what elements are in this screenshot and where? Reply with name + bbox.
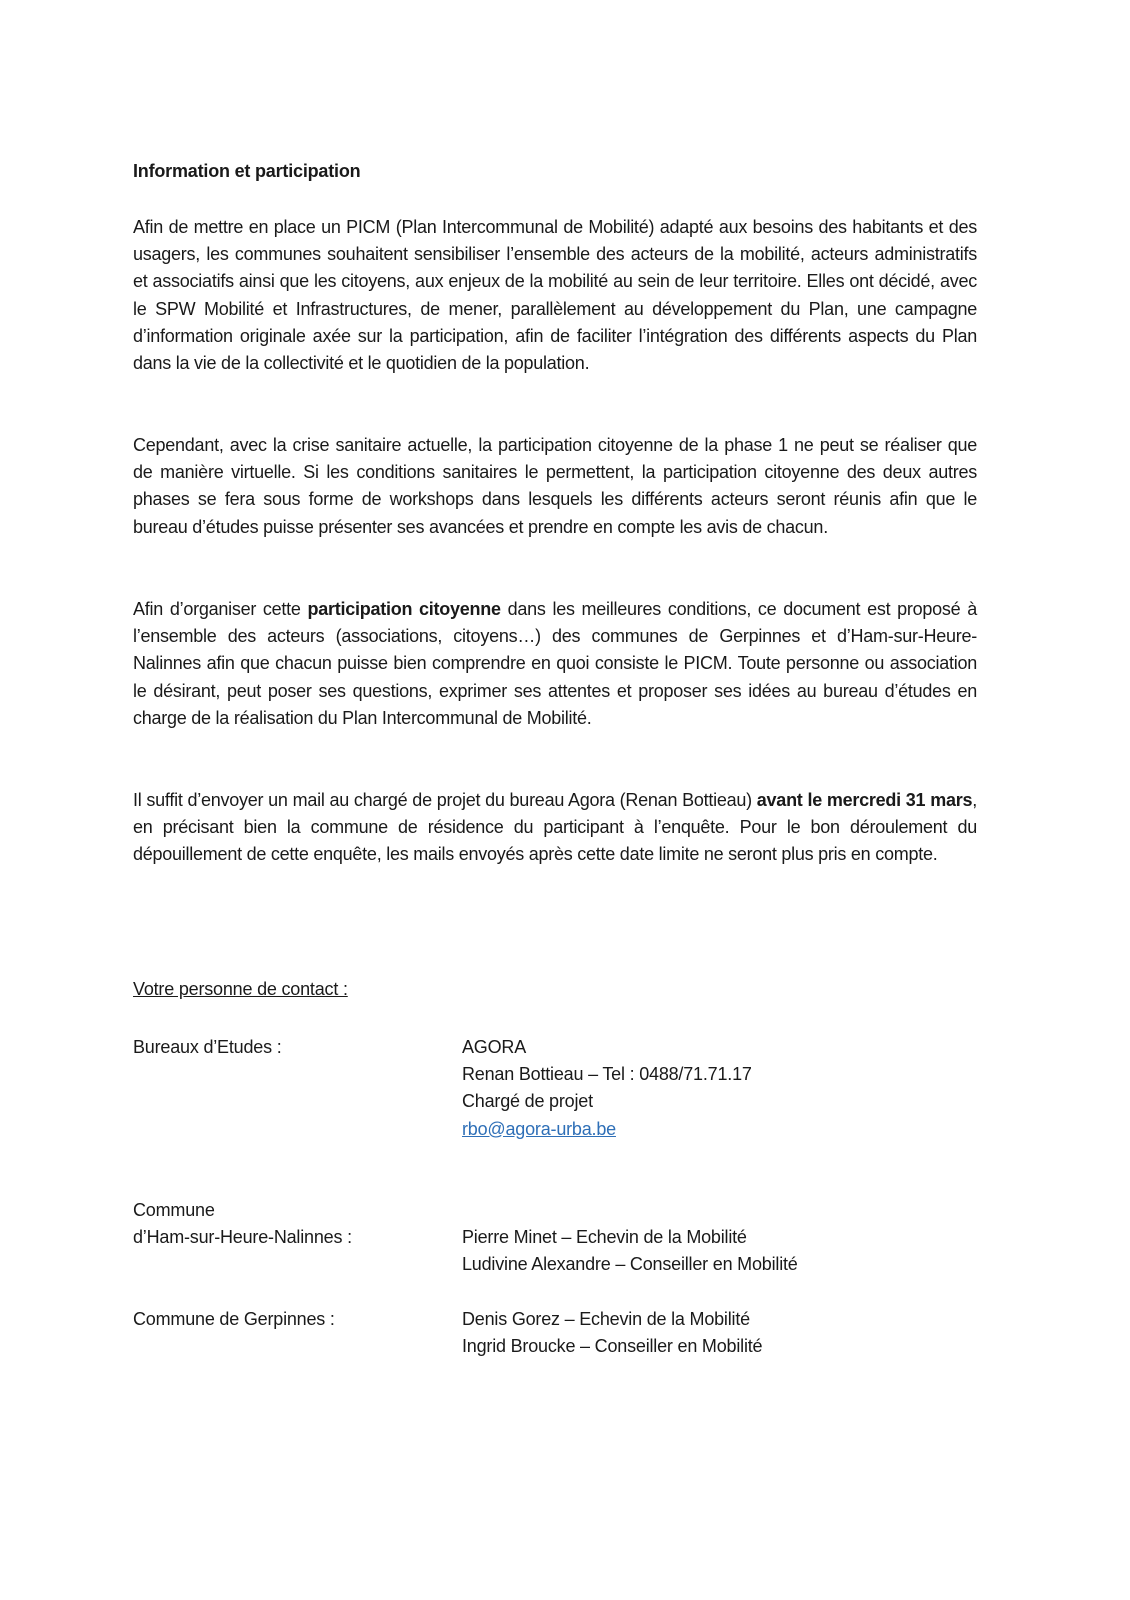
contact-email-link[interactable]: rbo@agora-urba.be [462, 1118, 616, 1139]
paragraph-organisation [133, 596, 977, 732]
contact-person: Ingrid Broucke – Conseiller en Mobilité [462, 1336, 763, 1357]
contact-title: Votre personne de contact : [133, 979, 348, 999]
contact-person: Ludivine Alexandre – Conseiller en Mobilité [462, 1254, 798, 1275]
contact-role: Chargé de projet [462, 1091, 593, 1112]
contact-label: Commune de Gerpinnes : [133, 1309, 335, 1329]
paragraph-text: , en précisant bien la commune de résidence du participant à l’enquête. Pour le bon déroulement du dépouillement de cette enquête, les mails envoyés après cette date limite ne seront plus pris en compte. [133, 790, 977, 865]
section-heading: Information et participation [133, 161, 361, 181]
paragraph-text: Afin d’organiser cette [133, 599, 308, 619]
contact-values [462, 1224, 982, 1278]
contact-values [462, 1306, 982, 1360]
contact-person: Denis Gorez – Echevin de la Mobilité [462, 1309, 750, 1329]
contact-label: Bureaux d’Etudes : [133, 1037, 282, 1057]
contact-label-line: Commune [133, 1200, 215, 1220]
paragraph-text: Il suffit d’envoyer un mail au chargé de projet du bureau Agora (Renan Bottieau) [133, 790, 757, 810]
contact-values [462, 1034, 982, 1143]
emphasis-participation: participation citoyenne [307, 599, 501, 619]
contact-label [133, 1197, 453, 1251]
paragraph-sanitary-crisis: Cependant, avec la crise sanitaire actuelle, la participation citoyenne de la phase 1 ne peut se réaliser que de manière virtuelle. Si les conditions sanitaires le permettent, la participation citoyenne des deux autres phases se fera sous forme de workshops dans lesquels les différents acteurs seront réunis afin que le bureau d’études puisse présenter ses avancées et prendre en compte les avis de chacun. [133, 435, 977, 537]
contact-org: AGORA [462, 1037, 527, 1057]
paragraph-intro: Afin de mettre en place un PICM (Plan Intercommunal de Mobilité) adapté aux besoins des habitants et des usagers, les communes souhaitent sensibiliser l’ensemble des acteurs de la mobilité, acteurs administratifs et associatifs ainsi que les citoyens, aux enjeux de la mobilité au sein de leur territoire. Elles ont décidé, avec le SPW Mobilité et Infrastructures, de mener, parallèlement au développement du Plan, une campagne d’information originale axée sur la participation, afin de faciliter l’intégration des différents aspects du Plan dans la vie de la collectivité et le quotidien de la population. [133, 217, 977, 374]
contact-person: Pierre Minet – Echevin de la Mobilité [462, 1227, 747, 1248]
contact-person: Renan Bottieau – Tel : 0488/71.71.17 [462, 1064, 752, 1085]
paragraph-text: dans les meilleures conditions, ce document est proposé à l’ensemble des acteurs (associations, citoyens…) des communes de Gerpinnes et d’Ham-sur-Heure-Nalinnes afin que chacun puisse bien comprendre en quoi consiste le PICM. Toute personne ou association le désirant, peut poser ses questions, exprimer ses attentes et proposer ses idées au bureau d’études en charge de la réalisation du Plan Intercommunal de Mobilité. [133, 599, 978, 728]
emphasis-deadline: avant le mercredi 31 mars [756, 790, 973, 810]
paragraph-deadline [133, 787, 977, 869]
contact-label-line: d’Ham-sur-Heure-Nalinnes : [133, 1227, 352, 1248]
